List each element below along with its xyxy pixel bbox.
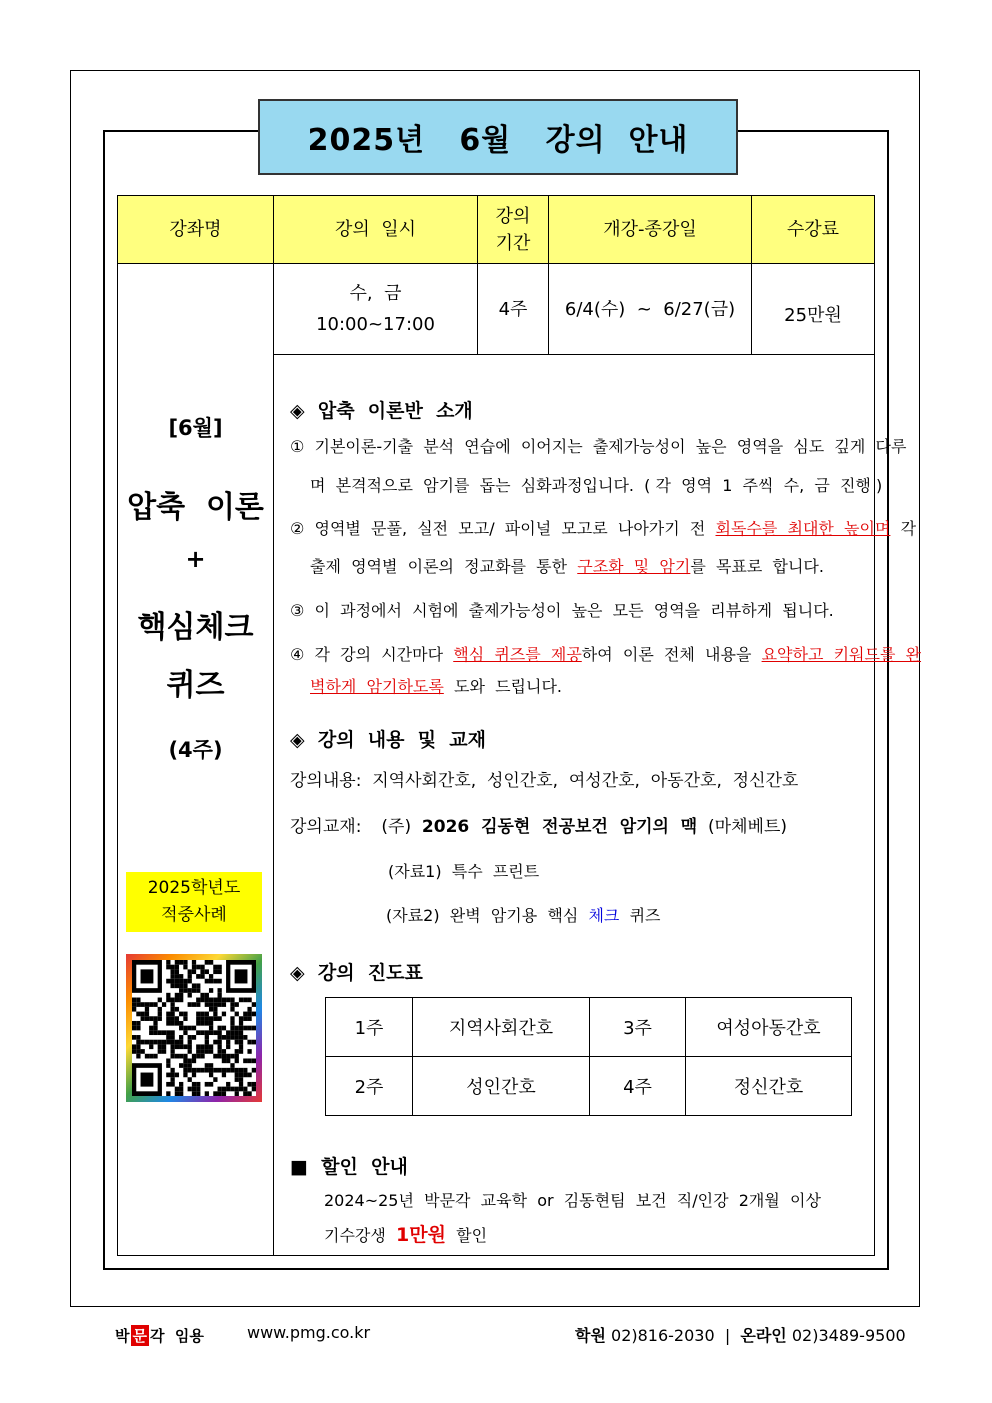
discount-heading: ■ 할인 안내 — [290, 1156, 408, 1178]
progress-subject-2: 성인간호 — [466, 1077, 536, 1098]
progress-week-1: 1주 — [354, 1018, 384, 1039]
website-link[interactable]: www.pmg.co.kr — [247, 1323, 371, 1342]
discount-amount: 1만원 — [396, 1224, 446, 1246]
progress-table — [325, 997, 852, 1116]
schedule-time: 10:00~17:00 — [316, 313, 435, 335]
header-fee: 수강료 — [786, 219, 840, 240]
schedule-days: 수, 금 — [349, 282, 402, 304]
progress-subject-4: 정신간호 — [733, 1077, 804, 1098]
course-name-line1: 압축 이론 — [127, 490, 264, 525]
progress-week-3: 3주 — [623, 1018, 652, 1039]
hit-cases-badge — [126, 872, 262, 932]
intro-p4-line2 — [310, 679, 562, 695]
intro-heading: ◈ 압축 이론반 소개 — [290, 400, 473, 422]
schedule-divider — [273, 354, 875, 355]
course-month: [6월] — [168, 416, 223, 440]
discount-line-1: 2024~25년 박문각 교육학 or 김동현팀 보건 직/인강 2개월 이상 — [324, 1191, 821, 1210]
pmg-logo — [115, 1325, 204, 1346]
online-label: 온라인 — [740, 1326, 787, 1345]
intro-p2-line2 — [310, 559, 824, 575]
hit-cases-label: 적중사례 — [161, 905, 227, 925]
page-title-text: 2025년 6월 강의 안내 — [307, 123, 689, 158]
content-material-1: (자료1) 특수 프린트 — [388, 862, 540, 881]
content-material-2 — [386, 908, 660, 924]
content-material-2-highlight: 체크 — [588, 906, 620, 925]
logo-text-a: 박 — [115, 1327, 130, 1345]
content-book-suffix: (마체베트) — [697, 817, 787, 837]
duration-value: 4주 — [498, 298, 528, 320]
content-book-prefix: (주) — [381, 817, 422, 837]
contact-separator: | — [724, 1326, 731, 1345]
course-name-line2: 핵심체크 — [137, 610, 254, 645]
header-duration: 강의 기간 — [495, 205, 531, 254]
contact-info — [575, 1323, 906, 1346]
logo-text-b: 각 임용 — [150, 1327, 204, 1345]
discount-line-2 — [324, 1226, 487, 1245]
intro-p2-line2-highlight: 구조화 및 암기 — [577, 557, 691, 576]
online-phone: 02)3489-9500 — [791, 1326, 906, 1345]
content-book-label: 강의교재: — [290, 817, 362, 837]
intro-p2-text-b: 각 — [890, 519, 917, 538]
hit-cases-year: 2025학년도 — [147, 877, 241, 898]
left-column-divider — [273, 195, 274, 1256]
intro-p4-line2-text: 도와 드립니다. — [443, 677, 562, 696]
content-heading: ◈ 강의 내용 및 교재 — [290, 729, 487, 751]
content-subjects: 강의내용: 지역사회간호, 성인간호, 여성간호, 아동간호, 정신간호 — [290, 771, 799, 791]
intro-p2-highlight: 회독수를 최대한 높이며 — [715, 519, 891, 538]
intro-p4-highlight-1: 핵심 퀴즈를 제공 — [453, 645, 582, 664]
course-name-line3: 퀴즈 — [166, 668, 225, 703]
discount-line-2-text-b: 할인 — [445, 1226, 488, 1245]
intro-p4-text-b: 하여 이론 전체 내용을 — [581, 645, 762, 664]
progress-subject-3: 여성아동간호 — [716, 1018, 821, 1039]
progress-week-2: 2주 — [354, 1077, 384, 1098]
intro-p1-line1: ① 기본이론-기출 분석 연습에 이어지는 출제가능성이 높은 영역을 심도 깊게 다루 — [290, 437, 907, 456]
header-course-name: 강좌명 — [169, 219, 222, 240]
header-period: 개강-종강일 — [603, 219, 697, 240]
period-value: 6/4(수) ~ 6/27(금) — [564, 298, 736, 320]
header-schedule: 강의 일시 — [335, 219, 416, 240]
content-book-title: 2026 김동현 전공보건 암기의 맥 — [421, 817, 698, 837]
qr-code-image — [132, 960, 256, 1096]
course-weeks: (4주) — [168, 738, 223, 762]
intro-p2-line2-text-b: 를 목표로 합니다. — [690, 557, 824, 576]
intro-p3: ③ 이 과정에서 시험에 출제가능성이 높은 모든 영역을 리뷰하게 됩니다. — [290, 601, 834, 620]
intro-p1-line2: 며 본격적으로 암기를 돕는 심화과정입니다. ( 각 영역 1 주씩 수, 금 진행 ) — [310, 476, 883, 495]
content-material-2-text-a: (자료2) 완벽 암기용 핵심 — [386, 906, 589, 925]
discount-line-2-text-a: 기수강생 — [324, 1226, 396, 1245]
academy-phone: 02)816-2030 — [611, 1326, 715, 1345]
intro-p4-text-a: ④ 각 강의 시간마다 — [290, 645, 454, 664]
progress-week-4: 4주 — [623, 1077, 652, 1098]
intro-p2-line2-text-a: 출제 영역별 이론의 정교화를 통한 — [310, 557, 578, 576]
intro-p4-line2-highlight: 벽하게 암기하도록 — [310, 677, 444, 696]
logo-mark: 문 — [132, 1327, 147, 1345]
content-material-2-text-b: 퀴즈 — [619, 906, 661, 925]
intro-p4-highlight-2: 요약하고 키워드를 완 — [761, 645, 922, 664]
intro-p4-line1 — [290, 647, 921, 663]
progress-subject-1: 지역사회간호 — [448, 1018, 554, 1039]
progress-heading: ◈ 강의 진도표 — [290, 962, 423, 984]
content-book — [290, 819, 787, 836]
course-plus: + — [185, 545, 206, 573]
academy-label: 학원 — [575, 1326, 606, 1345]
fee-value: 25만원 — [784, 304, 842, 326]
intro-p2-text-a: ② 영역별 문풀, 실전 모고/ 파이널 모고로 나아가기 전 — [290, 519, 716, 538]
page-title — [258, 99, 738, 175]
qr-code[interactable] — [126, 954, 262, 1102]
intro-p2-line1 — [290, 521, 916, 537]
